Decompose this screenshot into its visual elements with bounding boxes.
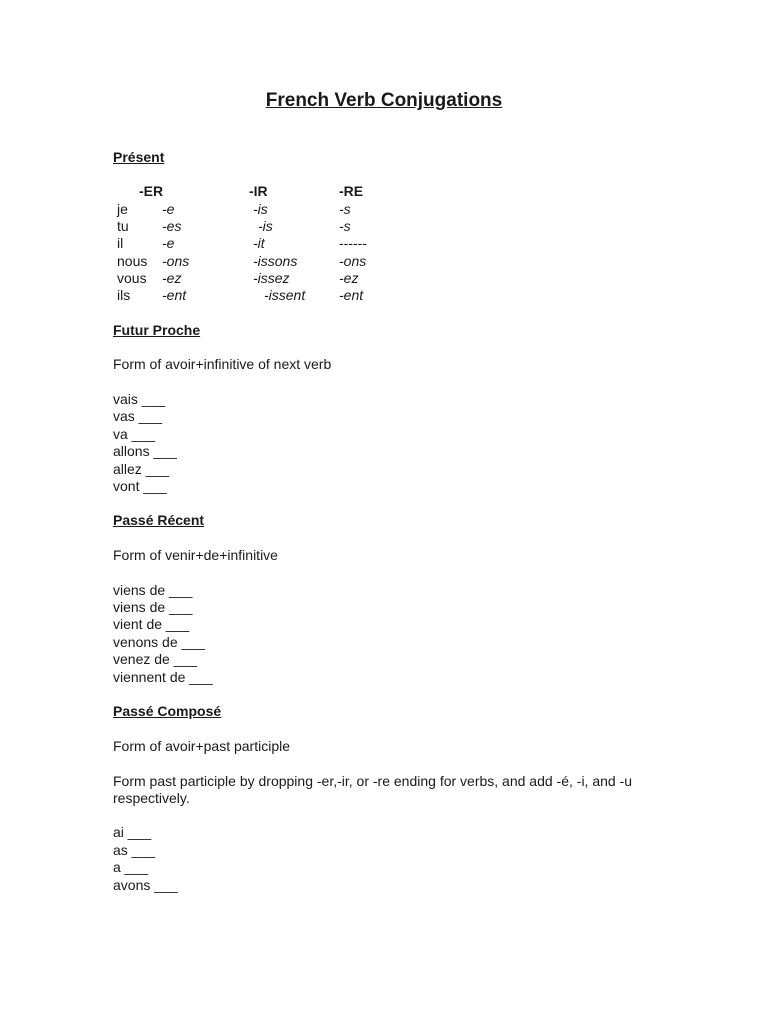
list-item: allons ___	[113, 443, 177, 459]
list-item: viennent de ___	[113, 669, 213, 685]
list-item: vont ___	[113, 478, 167, 494]
page-title: French Verb Conjugations	[265, 90, 503, 111]
ir-ending-cell: -it	[253, 235, 265, 251]
list-item: ai ___	[113, 824, 152, 840]
section-heading-passe-compose: Passé Composé	[113, 703, 222, 719]
pronoun-cell: il	[117, 235, 124, 251]
pronoun-cell: je	[117, 201, 128, 217]
passe-recent-description: Form of venir+de+infinitive	[113, 547, 278, 563]
ir-ending-cell: -is	[253, 201, 268, 217]
er-ending-cell: -ons	[162, 253, 190, 269]
er-ending-cell: -ez	[162, 270, 182, 286]
list-item: as ___	[113, 842, 156, 858]
list-item: vas ___	[113, 408, 163, 424]
list-item: vais ___	[113, 391, 166, 407]
pronoun-cell: nous	[117, 253, 148, 269]
re-ending-cell: -s	[339, 201, 351, 217]
list-item: a ___	[113, 859, 149, 875]
column-header-re: -RE	[339, 183, 364, 199]
column-header-ir: -IR	[249, 183, 268, 199]
column-header-er: -ER	[139, 183, 164, 199]
re-ending-cell: ------	[339, 235, 367, 251]
list-item: va ___	[113, 426, 156, 442]
list-item: avons ___	[113, 877, 178, 893]
list-item: allez ___	[113, 461, 170, 477]
section-heading-present: Présent	[113, 149, 165, 165]
list-item: venons de ___	[113, 634, 205, 650]
passe-compose-note: Form past participle by dropping -er,-ir, or -re ending for verbs, and add -é, -i, and -u respectively.	[113, 773, 633, 806]
pronoun-cell: tu	[117, 218, 129, 234]
er-ending-cell: -ent	[162, 287, 187, 303]
pronoun-cell: ils	[117, 287, 131, 303]
er-ending-cell: -e	[162, 201, 175, 217]
ir-ending-cell: -issez	[253, 270, 290, 286]
re-ending-cell: -ons	[339, 253, 367, 269]
ir-ending-cell: -issent	[264, 287, 306, 303]
section-heading-futur-proche: Futur Proche	[113, 322, 201, 338]
re-ending-cell: -ent	[339, 287, 364, 303]
futur-proche-description: Form of avoir+infinitive of next verb	[113, 356, 332, 372]
pronoun-cell: vous	[117, 270, 147, 286]
passe-compose-description: Form of avoir+past participle	[113, 738, 291, 754]
list-item: vient de ___	[113, 616, 190, 632]
re-ending-cell: -s	[339, 218, 351, 234]
ir-ending-cell: -issons	[253, 253, 298, 269]
er-ending-cell: -e	[162, 235, 175, 251]
list-item: venez de ___	[113, 651, 198, 667]
section-heading-passe-recent: Passé Récent	[113, 512, 205, 528]
list-item: viens de ___	[113, 582, 193, 598]
list-item: viens de ___	[113, 599, 193, 615]
er-ending-cell: -es	[162, 218, 182, 234]
re-ending-cell: -ez	[339, 270, 359, 286]
ir-ending-cell: -is	[258, 218, 273, 234]
